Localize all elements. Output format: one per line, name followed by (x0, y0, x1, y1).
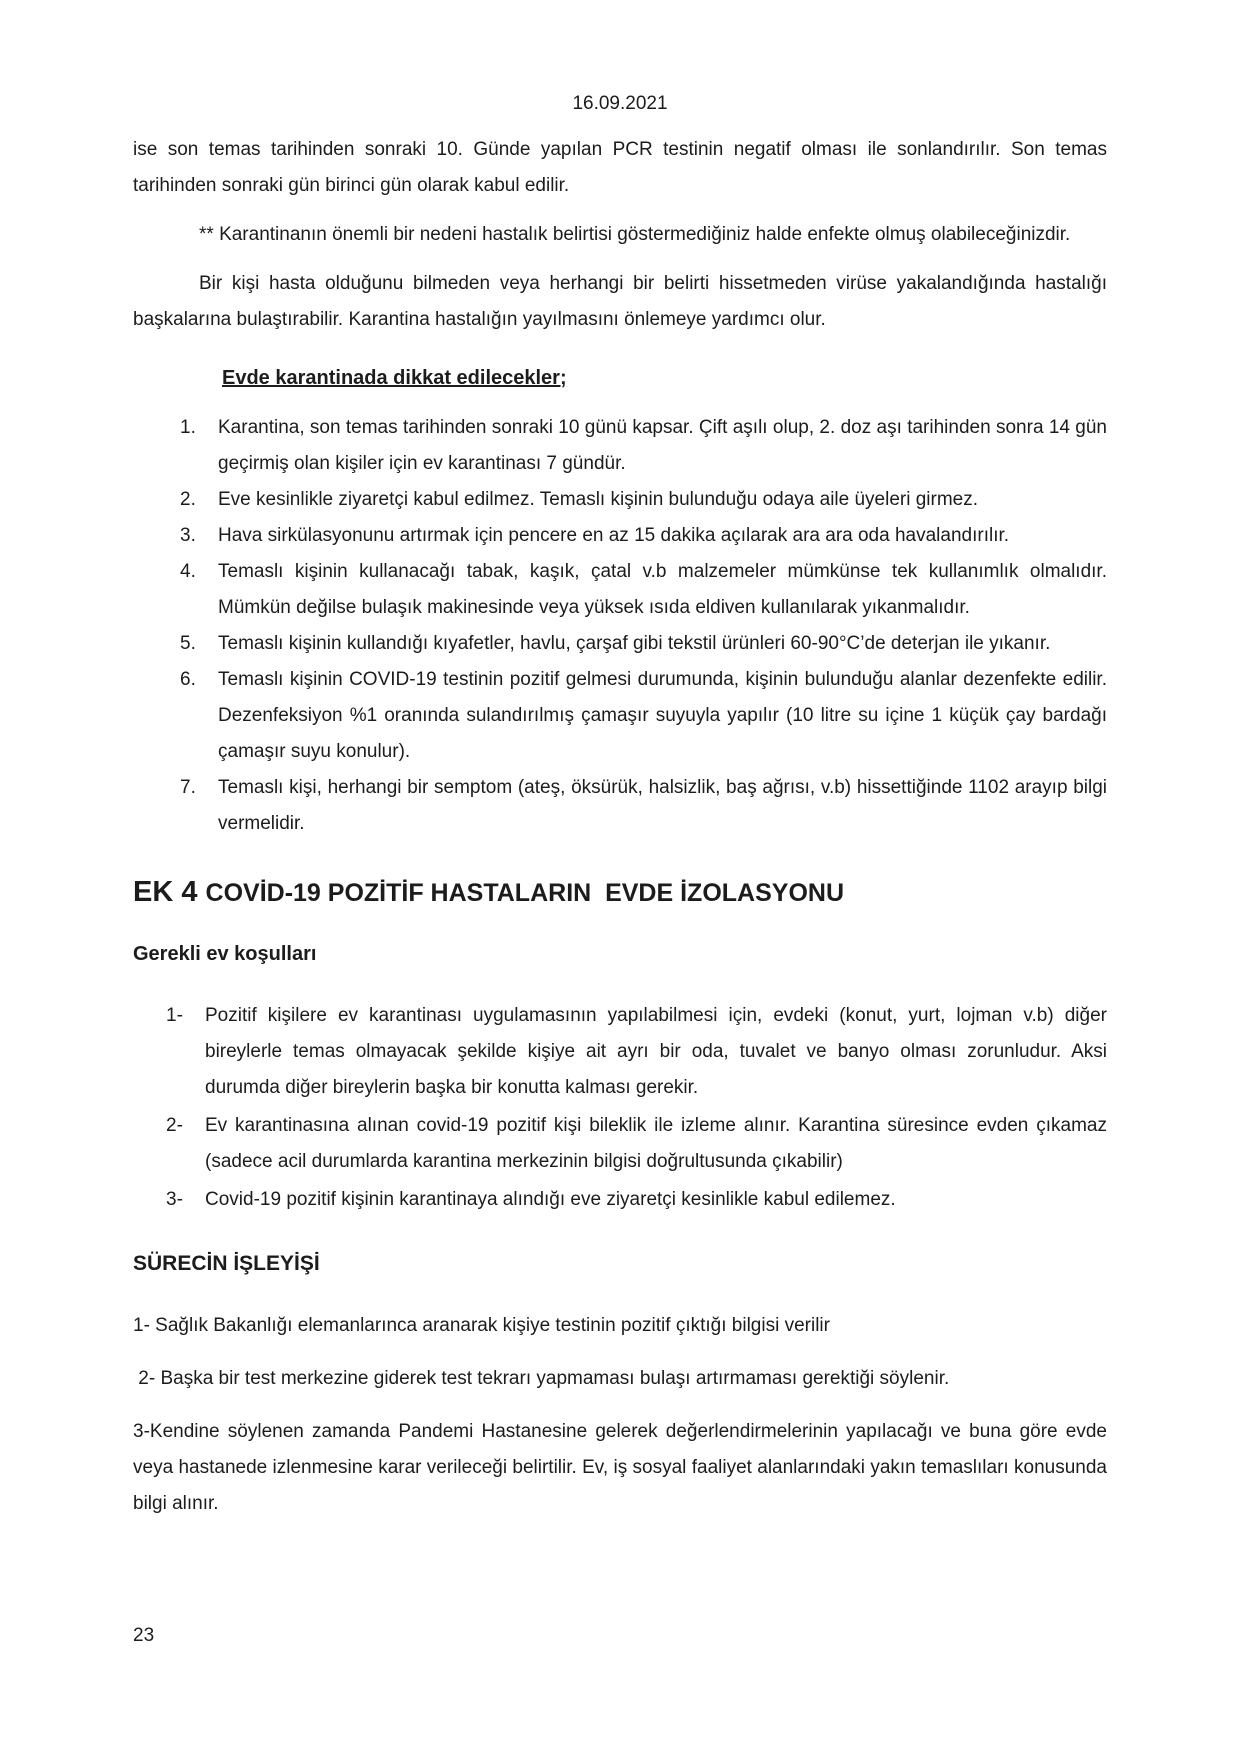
intro-paragraph-2: ** Karantinanın önemli bir nedeni hastalık belirtisi göstermediğiniz halde enfekte olmuş olabileceğinizdir. (199, 224, 1071, 245)
page-number: 23 (133, 1625, 155, 1646)
list-item (133, 410, 1107, 482)
process-step-3: 3-Kendine söylenen zamanda Pandemi Hastanesine gelerek değerlendirmelerinin yapılacağı ve buna göre evde veya hastanede izlenmesine karar verileceği belirtilir. Ev, iş sosyal faaliyet alanlarındaki yakın temaslıları konusunda bilgi alınır. (133, 1421, 1113, 1514)
list-item-marker: 1. (180, 417, 196, 438)
ek4-title-prefix: EK 4 (133, 876, 206, 908)
process-section-heading: SÜRECİN İŞLEYİŞİ (133, 1252, 320, 1275)
list-item (133, 518, 1107, 554)
list-item-marker: 2. (180, 489, 196, 510)
list-item-marker: 4. (180, 561, 196, 582)
list-item (133, 482, 1107, 518)
quarantine-rules-heading: Evde karantinada dikkat edilecekler; (222, 367, 567, 389)
list-item (133, 1108, 1107, 1180)
list-item-text: Temaslı kişinin kullanacağı tabak, kaşık, çatal v.b malzemeler mümkünse tek kullanımlık olmalıdır. Mümkün değilse bulaşık makinesinde veya yüksek ısıda eldiven kullanılarak yıkanmalıdır. (218, 561, 1107, 618)
list-item (133, 1182, 1107, 1218)
intro-paragraph-1: ise son temas tarihinden sonraki 10. Günde yapılan PCR testinin negatif olması ile sonlandırılır. Son temas tarihinden sonraki gün birinci gün olarak kabul edilir. (133, 139, 1107, 196)
list-item (133, 626, 1107, 662)
list-item (133, 998, 1107, 1106)
home-conditions-list (133, 998, 1107, 1218)
list-item-marker: 6. (180, 669, 196, 690)
quarantine-rules-list (133, 410, 1107, 842)
list-item-marker: 2- (166, 1115, 183, 1136)
list-item-marker: 7. (180, 777, 196, 798)
list-item-text: Temaslı kişi, herhangi bir semptom (ateş, öksürük, halsizlik, baş ağrısı, v.b) hissettiğinde 1102 arayıp bilgi vermelidir. (218, 777, 1107, 834)
home-conditions-heading: Gerekli ev koşulları (133, 943, 317, 965)
list-item-marker: 5. (180, 633, 196, 654)
list-item-text: Eve kesinlikle ziyaretçi kabul edilmez. Temaslı kişinin bulunduğu odaya aile üyeleri girmez. (218, 489, 979, 510)
list-item-text: Hava sirkülasyonunu artırmak için pencere en az 15 dakika açılarak ara ara oda havalandırılır. (218, 525, 1010, 546)
intro-paragraph-3: Bir kişi hasta olduğunu bilmeden veya herhangi bir belirti hissetmeden virüse yakalandığında hastalığı başkalarına bulaştırabilir. Karantina hastalığın yayılmasını önlemeye yardımcı olur. (133, 273, 1107, 330)
list-item (133, 770, 1107, 842)
list-item (133, 662, 1107, 770)
list-item-text: Ev karantinasına alınan covid-19 pozitif kişi bileklik ile izleme alınır. Karantina süresince evden çıkamaz (sadece acil durumlarda karantina merkezinin bilgisi doğrultusunda çıkabilir) (205, 1115, 1107, 1172)
list-item-marker: 3- (166, 1189, 183, 1210)
list-item-marker: 3. (180, 525, 196, 546)
ek4-section-title (133, 872, 1107, 916)
list-item-text: Pozitif kişilere ev karantinası uygulamasının yapılabilmesi için, evdeki (konut, yurt, lojman v.b) diğer bireylerle temas olmayacak şekilde kişiye ait ayrı bir oda, tuvalet ve banyo olması zorunludur. Aksi durumda diğer bireylerin başka bir konutta kalması gerekir. (205, 1005, 1107, 1098)
list-item-text: Temaslı kişinin COVID-19 testinin pozitif gelmesi durumunda, kişinin bulunduğu alanlar dezenfekte edilir. Dezenfeksiyon %1 oranında sulandırılmış çamaşır suyuyla yapılır (10 litre su içine 1 küçük çay bardağı çamaşır suyu konulur). (218, 669, 1107, 762)
list-item (133, 554, 1107, 626)
list-item-text: Covid-19 pozitif kişinin karantinaya alındığı eve ziyaretçi kesinlikle kabul edilemez. (205, 1189, 896, 1210)
process-step-2: 2- Başka bir test merkezine giderek test tekrarı yapmaması bulaşı artırmaması gerektiği söylenir. (133, 1368, 950, 1389)
process-step-1: 1- Sağlık Bakanlığı elemanlarınca aranarak kişiye testinin pozitif çıktığı bilgisi verilir (133, 1315, 830, 1336)
list-item-marker: 1- (166, 1005, 183, 1026)
list-item-text: Karantina, son temas tarihinden sonraki 10 günü kapsar. Çift aşılı olup, 2. doz aşı tarihinden sonra 14 gün geçirmiş olan kişiler için ev karantinası 7 gündür. (218, 417, 1107, 474)
ek4-title-rest: COVİD-19 POZİTİF HASTALARIN EVDE İZOLASYONU (205, 879, 844, 907)
page-header-date: 16.09.2021 (572, 93, 668, 114)
list-item-text: Temaslı kişinin kullandığı kıyafetler, havlu, çarşaf gibi tekstil ürünleri 60-90°C’de deterjan ile yıkanır. (218, 633, 1051, 654)
